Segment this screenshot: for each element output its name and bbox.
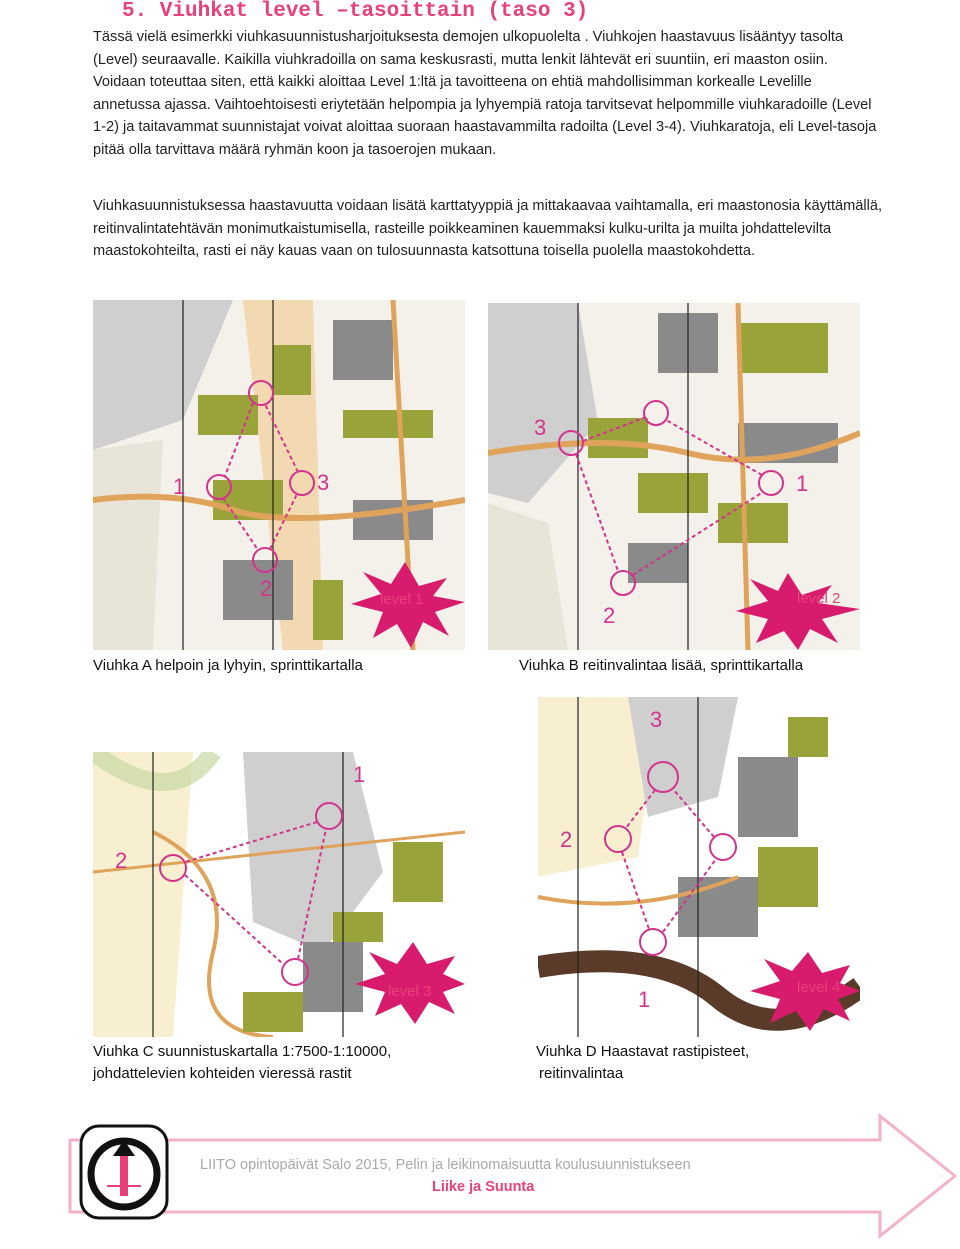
map-a-control-1: 1	[173, 474, 186, 499]
map-d-level-label: level 4	[797, 979, 841, 996]
logo	[79, 1124, 169, 1220]
footer-event-text: LIITO opintopäivät Salo 2015, Pelin ja leikinomaisuutta koulusuunnistukseen	[200, 1157, 691, 1173]
footer-org-text: Liike ja Suunta	[432, 1179, 535, 1195]
map-c-control-1: 1	[353, 762, 366, 787]
map-b-control-2: 2	[603, 603, 616, 628]
map-c-caption-line1: Viuhka C suunnistuskartalla 1:7500-1:10000,	[93, 1043, 392, 1060]
logo-icon	[79, 1124, 169, 1220]
map-c	[93, 752, 465, 1037]
map-d-caption-line2: reitinvalintaa	[539, 1065, 624, 1082]
map-b	[488, 303, 860, 650]
map-b-control-3: 3	[534, 415, 547, 440]
page-heading: 5. Viuhkat level –tasoittain (taso 3)	[122, 0, 589, 23]
map-d	[538, 697, 860, 1037]
map-a-control-2: 2	[260, 576, 273, 601]
intro-paragraph: Tässä vielä esimerkki viuhkasuunnistusharjoituksesta demojen ulkopuolelta . Viuhkojen haastavuus lisääntyy tasolta (Level) seuraavalle. Kaikilla viuhkradoilla on sama keskusrasti, mutta lenkit lähtevät eri suuntiin, eri maaston osiin. Voidaan toteuttaa siten, että kaikki aloittaa Level 1:ltä ja tavoitteena on ehtiä mahdollisimman korkealle Levelille annetussa ajassa. Vaihtoehtoisesti eriytetään helpompia ja lyhyempiä ratoja tarvitsevat helpommille viuhkaradoille (Level 1-2) ja taitavammat suunnistajat voivat aloittaa suoraan haastavammilta radoilta (Level 3-4). Viuhkaratoja, eli Level-tasoja pitää olla tarvittava määrä ryhmän koon ja tasoerojen mukaan.	[93, 29, 877, 158]
map-c-caption	[93, 1041, 391, 1085]
map-a-control-3: 3	[317, 470, 330, 495]
map-c-control-2: 2	[115, 848, 128, 873]
map-d-caption-line1: Viuhka D Haastavat rastipisteet,	[536, 1043, 750, 1060]
map-d-control-2: 2	[560, 827, 573, 852]
map-b-caption: Viuhka B reitinvalintaa lisää, sprinttikartalla	[519, 657, 804, 674]
map-a-caption: Viuhka A helpoin ja lyhyin, sprinttikartalla	[93, 657, 363, 674]
difficulty-paragraph: Viuhkasuunnistuksessa haastavuutta voidaan lisätä karttatyyppiä ja mittakaavaa vaihtamalla, eri maastonosia käyttämällä, reitinvalintatehtävän monimutkaistumisella, rasteille poikkeaminen kauemmaksi kulku-urilta ja muilta johdattelevilta maastokohteilta, rasti ei näy kauas vaan on tulosuunnasta katsottuna toisella puolella maastokohdetta.	[93, 198, 883, 259]
map-a-level-label: level 1	[380, 591, 424, 608]
map-c-caption-line2: johdattelevien kohteiden vieressä rastit	[93, 1065, 352, 1082]
map-d-caption	[536, 1041, 749, 1085]
map-a	[93, 300, 465, 650]
map-c-level-label: level 3	[388, 983, 432, 1000]
map-d-control-1: 1	[638, 987, 651, 1012]
map-b-control-1: 1	[796, 471, 809, 496]
map-b-level-label: level 2	[797, 590, 841, 607]
map-d-control-3: 3	[650, 707, 663, 732]
